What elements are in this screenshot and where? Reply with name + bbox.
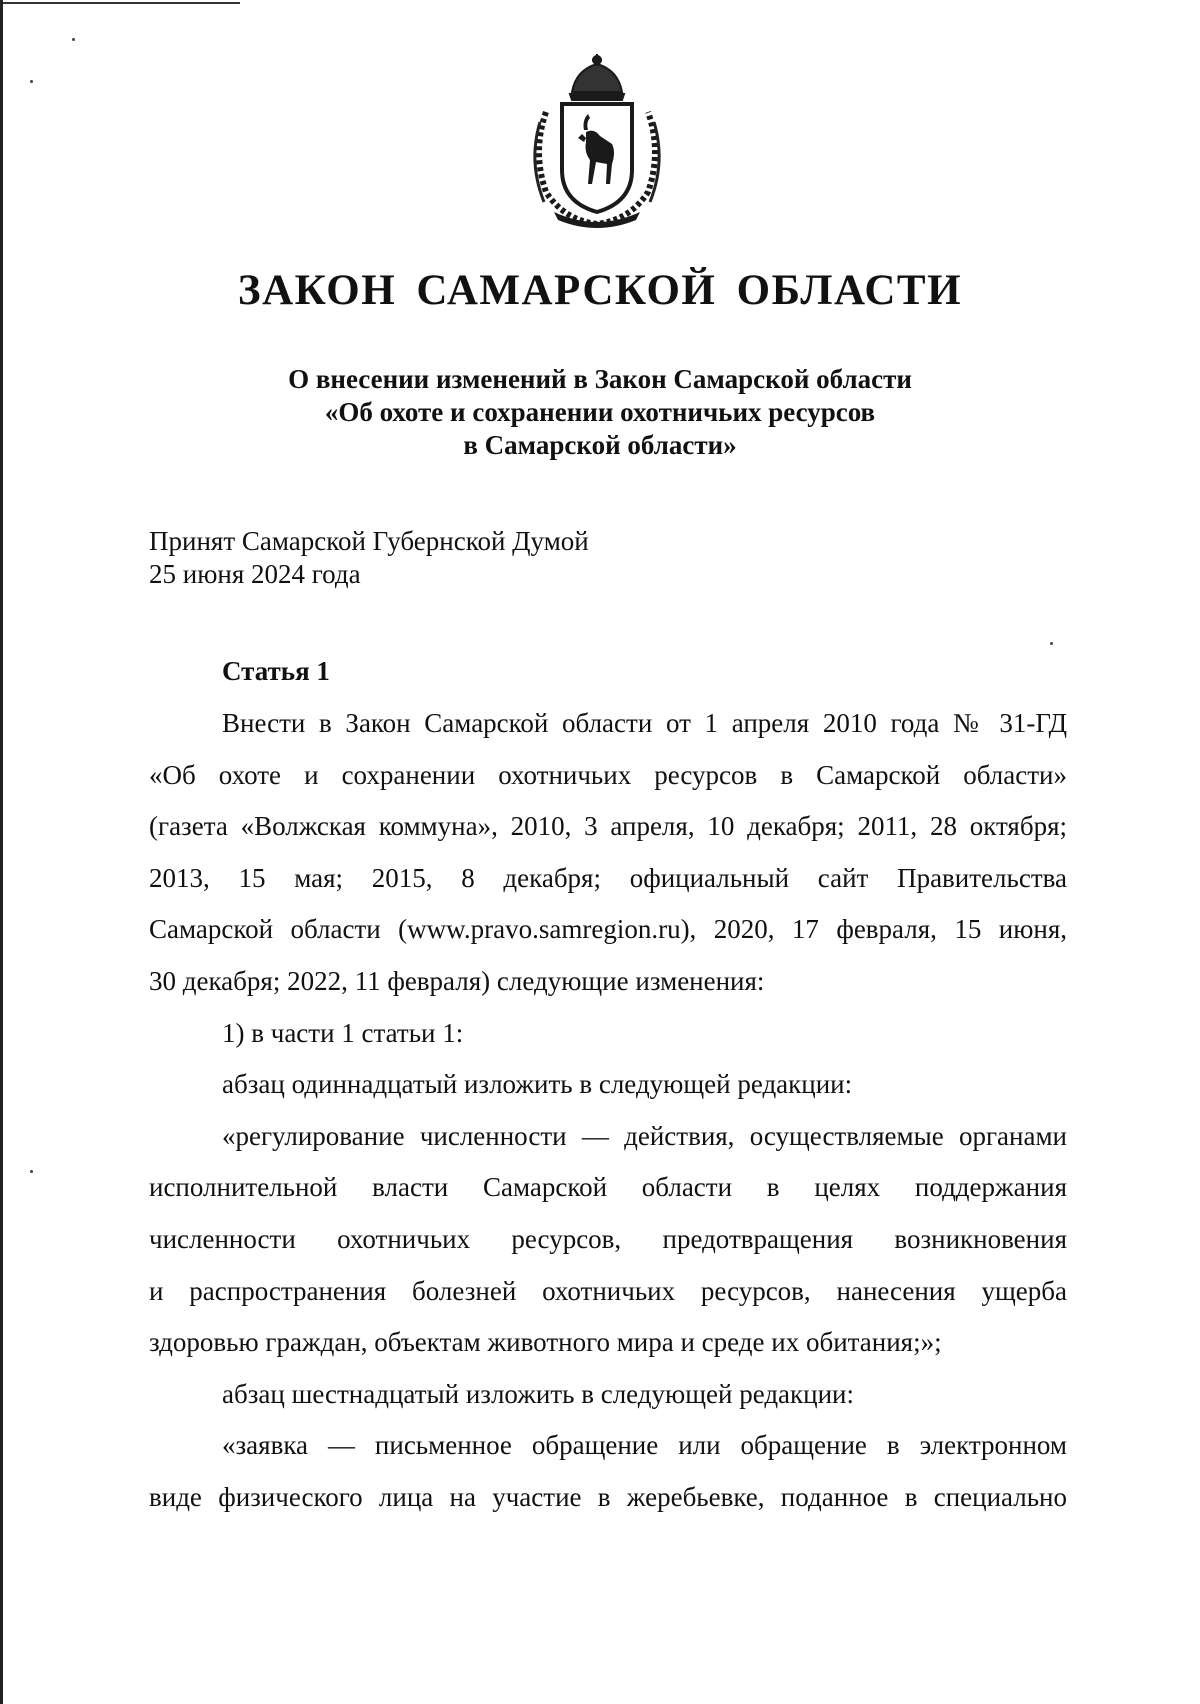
article-heading: Статья 1: [222, 656, 330, 686]
adoption-note: [149, 525, 589, 591]
body-line: «регулирование численности — действия, осуществляемые органами: [222, 1120, 1067, 1151]
body-line: численности охотничьих ресурсов, предотвращения возникновения: [149, 1223, 1067, 1254]
samara-coat-of-arms-icon: [524, 52, 670, 230]
scan-speck: [72, 38, 75, 41]
scan-speck: [1050, 642, 1053, 645]
body-line: исполнительной власти Самарской области в целях поддержания: [149, 1172, 1067, 1203]
adoption-body: Принят Самарской Губернской Думой: [149, 526, 589, 556]
body-line: абзац шестнадцатый изложить в следующей редакции:: [222, 1378, 855, 1409]
scan-top-rule: [0, 2, 240, 4]
scan-speck: [30, 1170, 33, 1173]
body-line: 1) в части 1 статьи 1:: [222, 1017, 464, 1048]
body-line: 30 декабря; 2022, 11 февраля) следующие изменения:: [149, 965, 765, 996]
body-line: и распространения болезней охотничьих ресурсов, нанесения ущерба: [149, 1275, 1067, 1306]
scan-speck: [30, 80, 33, 83]
subtitle-line: в Самарской области»: [463, 430, 737, 460]
subtitle-line: «Об охоте и сохранении охотничьих ресурсов: [324, 397, 876, 427]
law-subtitle: [0, 363, 1200, 462]
body-line: (газета «Волжская коммуна», 2010, 3 апреля, 10 декабря; 2011, 28 октября;: [149, 811, 1067, 842]
adoption-date: 25 июня 2024 года: [149, 559, 361, 589]
body-line: здоровью граждан, объектам животного мира и среде их обитания;»;: [149, 1327, 942, 1358]
body-line: «Об охоте и сохранении охотничьих ресурсов в Самарской области»: [149, 759, 1067, 790]
body-line: абзац одиннадцатый изложить в следующей редакции:: [222, 1069, 853, 1100]
law-title: ЗАКОН САМАРСКОЙ ОБЛАСТИ: [237, 267, 963, 314]
body-line: 2013, 15 мая; 2015, 8 декабря; официальный сайт Правительства: [149, 862, 1067, 893]
body-line: виде физического лица на участие в жеребьевке, поданное в специально: [149, 1481, 1067, 1512]
body-line: Самарской области (www.pravo.samregion.ru), 2020, 17 февраля, 15 июня,: [149, 914, 1067, 945]
body-line: Внести в Закон Самарской области от 1 апреля 2010 года № 31-ГД: [222, 708, 1067, 738]
scan-left-edge: [0, 0, 3, 1704]
body-line: «заявка — письменное обращение или обращение в электронном: [222, 1430, 1067, 1461]
article-body: [149, 698, 1067, 1524]
subtitle-line: О внесении изменений в Закон Самарской области: [288, 364, 912, 394]
